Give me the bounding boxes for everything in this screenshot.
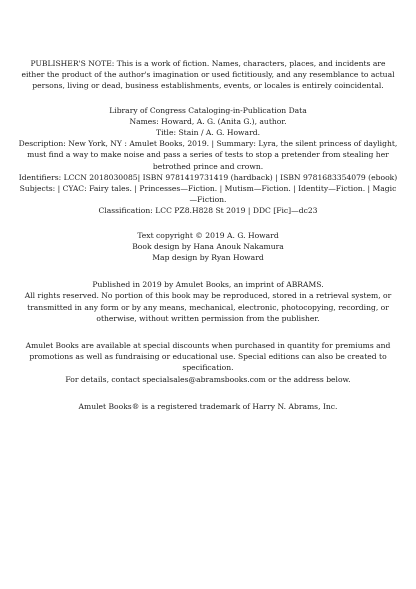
rights-statement: All rights reserved. No portion of this book may be reproduced, stored in a retrieval system, or transmitted in any form or by any means, mechanical, electronic, photocopying, recording, or otherwise, without written permission from the publisher. [24,291,392,323]
cip-names: Names: Howard, A. G. (Anita G.), author. [129,116,287,126]
publication-info [18,279,398,324]
special-sales [18,340,398,385]
cip-description: Description: New York, NY : Amulet Books, 2019. | Summary: Lyra, the silent princess of daylight, must find a way to make noise and pass a series of tests to stop a pretender from stealing her betrothed prince and crown. [18,139,398,171]
publishers-note: PUBLISHER'S NOTE: This is a work of fiction. Names, characters, places, and incidents are either the product of the author's imagination or used fictitiously, and any resemblance to actual persons, living or dead, business establishments, events, or locales is entirely coincidental. [21,59,395,91]
cip-identifiers: Identifiers: LCCN 2018030085| ISBN 9781419731419 (hardback) | ISBN 9781683354079 (ebook) [18,172,398,182]
spacer [18,324,398,340]
spacer [18,92,398,105]
cip-subjects: Subjects: | CYAC: Fairy tales. | Princesses—Fiction. | Mutism—Fiction. | Identity—Fiction. | Magic—Fiction. [19,184,397,205]
spacer [18,385,398,401]
cip-title: Title: Stain / A. G. Howard. [156,128,260,138]
special-sales-contact: For details, contact specialsales@abramsbooks.com or the address below. [65,374,351,384]
book-design-credit: Book design by Hana Anouk Nakamura [132,241,284,251]
spacer [18,217,398,230]
published-line: Published in 2019 by Amulet Books, an imprint of ABRAMS. [92,280,324,290]
credits [18,230,398,264]
map-design-credit: Map design by Ryan Howard [152,253,264,263]
cip-heading: Library of Congress Cataloging-in-Publication Data [109,105,307,115]
cip-data [18,105,398,217]
copyright-line: Text copyright © 2019 A. G. Howard [137,230,279,240]
spacer [18,263,398,279]
special-discounts-text: Amulet Books are available at special discounts when purchased in quantity for premiums and promotions as well as fundraising or educational use. Special editions can also be created to specification. [25,341,391,373]
cip-classification: Classification: LCC PZ8.H828 St 2019 | DDC [Fic]—dc23 [98,206,318,216]
trademark-notice: Amulet Books® is a registered trademark of Harry N. Abrams, Inc. [78,401,338,411]
